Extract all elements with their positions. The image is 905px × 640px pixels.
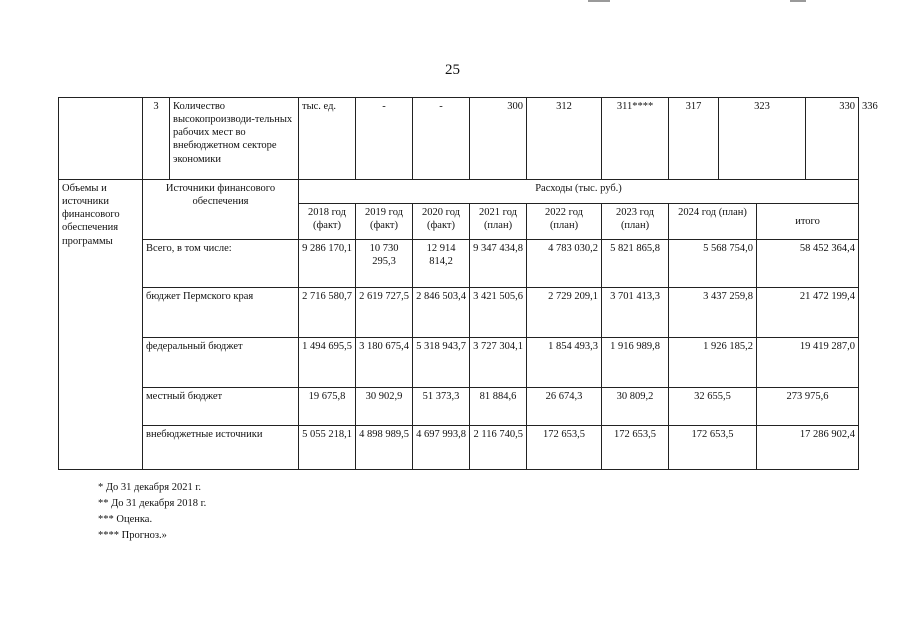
table-cell: 1 916 989,8 — [602, 338, 669, 388]
year-header: 2023 год (план) — [602, 204, 669, 240]
table-cell: 2 116 740,5 — [470, 426, 527, 470]
year-header: 2024 год (план) — [669, 204, 757, 240]
table-cell: 58 452 364,4 — [757, 240, 859, 288]
table-cell: 5 568 754,0 — [669, 240, 757, 288]
indicator-value: 323 — [719, 98, 806, 180]
footnote: **** Прогноз.» — [98, 530, 167, 541]
table-cell: 51 373,3 — [413, 388, 470, 426]
year-header: итого — [757, 204, 859, 240]
table-cell: 9 347 434,8 — [470, 240, 527, 288]
table-cell: 32 655,5 — [669, 388, 757, 426]
year-header: 2020 год (факт) — [413, 204, 470, 240]
table-cell: 4 697 993,8 — [413, 426, 470, 470]
table-row — [59, 388, 859, 426]
table-row — [59, 338, 859, 388]
table-cell: 30 902,9 — [356, 388, 413, 426]
table-cell: 21 472 199,4 — [757, 288, 859, 338]
sources-header: Источники финансового обеспечения — [143, 180, 299, 240]
table-cell: 172 653,5 — [669, 426, 757, 470]
indicator-unit: тыс. ед. — [299, 98, 356, 180]
table-cell: 10 730 295,3 — [356, 240, 413, 288]
indicator-value: 317 — [669, 98, 719, 180]
table-row — [59, 288, 859, 338]
indicator-value: 330 — [806, 98, 859, 180]
table-cell: 3 727 304,1 — [470, 338, 527, 388]
table-row — [59, 426, 859, 470]
indicator-value: 312 — [527, 98, 602, 180]
table-cell: 1 854 493,3 — [527, 338, 602, 388]
table-cell: 1 926 185,2 — [669, 338, 757, 388]
row-label: бюджет Пермского края — [143, 288, 299, 338]
table-cell: 2 619 727,5 — [356, 288, 413, 338]
indicator-value: 311**** — [602, 98, 669, 180]
indicator-value: 300 — [470, 98, 527, 180]
table-cell: 81 884,6 — [470, 388, 527, 426]
table-cell: 1 494 695,5 — [299, 338, 356, 388]
table-cell: 2 716 580,7 — [299, 288, 356, 338]
year-header: 2018 год (факт) — [299, 204, 356, 240]
indicator-value: - — [356, 98, 413, 180]
expenses-header: Расходы (тыс. руб.) — [299, 180, 859, 204]
table-cell: 2 729 209,1 — [527, 288, 602, 338]
table-cell: 172 653,5 — [602, 426, 669, 470]
row-label: федеральный бюджет — [143, 338, 299, 388]
scan-mark-left — [588, 0, 610, 2]
table-row — [59, 240, 859, 288]
indicator-row: 3 Количество высокопроизводи-тельных рабочих мест во внебюджетном секторе экономики тыс. ед. - - 300 312 311**** 317 323 330 336 — [59, 98, 859, 180]
table-cell: 26 674,3 — [527, 388, 602, 426]
table-cell: 273 975,6 — [757, 388, 859, 426]
footnote: *** Оценка. — [98, 514, 153, 525]
program-table — [58, 97, 878, 470]
table-cell: 4 783 030,2 — [527, 240, 602, 288]
empty-label-cell — [59, 98, 143, 180]
table-cell: 5 821 865,8 — [602, 240, 669, 288]
table-cell: 3 421 505,6 — [470, 288, 527, 338]
table-cell: 4 898 989,5 — [356, 426, 413, 470]
table-cell: 172 653,5 — [527, 426, 602, 470]
footnote: ** До 31 декабря 2018 г. — [98, 498, 207, 509]
table-cell: 3 180 675,4 — [356, 338, 413, 388]
table-cell: 5 318 943,7 — [413, 338, 470, 388]
table-cell: 19 675,8 — [299, 388, 356, 426]
table-cell: 3 701 413,3 — [602, 288, 669, 338]
row-label: внебюджетные источники — [143, 426, 299, 470]
indicator-name: Количество высокопроизводи-тельных рабочих мест во внебюджетном секторе экономики — [170, 98, 299, 180]
table-cell: 17 286 902,4 — [757, 426, 859, 470]
table-cell: 3 437 259,8 — [669, 288, 757, 338]
row-label: Всего, в том числе: — [143, 240, 299, 288]
scan-mark-right — [790, 0, 806, 2]
table-cell: 2 846 503,4 — [413, 288, 470, 338]
table-cell: 19 419 287,0 — [757, 338, 859, 388]
year-header: 2019 год (факт) — [356, 204, 413, 240]
table-cell: 9 286 170,1 — [299, 240, 356, 288]
section-label: Объемы и источники финансового обеспечения программы — [59, 180, 143, 470]
finance-header-row — [59, 180, 859, 204]
footnote: * До 31 декабря 2021 г. — [98, 482, 202, 493]
table-cell: 12 914 814,2 — [413, 240, 470, 288]
year-header: 2021 год (план) — [470, 204, 527, 240]
table-cell: 5 055 218,1 — [299, 426, 356, 470]
year-header: 2022 год (план) — [527, 204, 602, 240]
page-number: 25 — [445, 62, 460, 78]
indicator-number: 3 — [143, 98, 170, 180]
row-label: местный бюджет — [143, 388, 299, 426]
table-cell: 30 809,2 — [602, 388, 669, 426]
footnotes — [98, 480, 206, 544]
indicator-value: - — [413, 98, 470, 180]
